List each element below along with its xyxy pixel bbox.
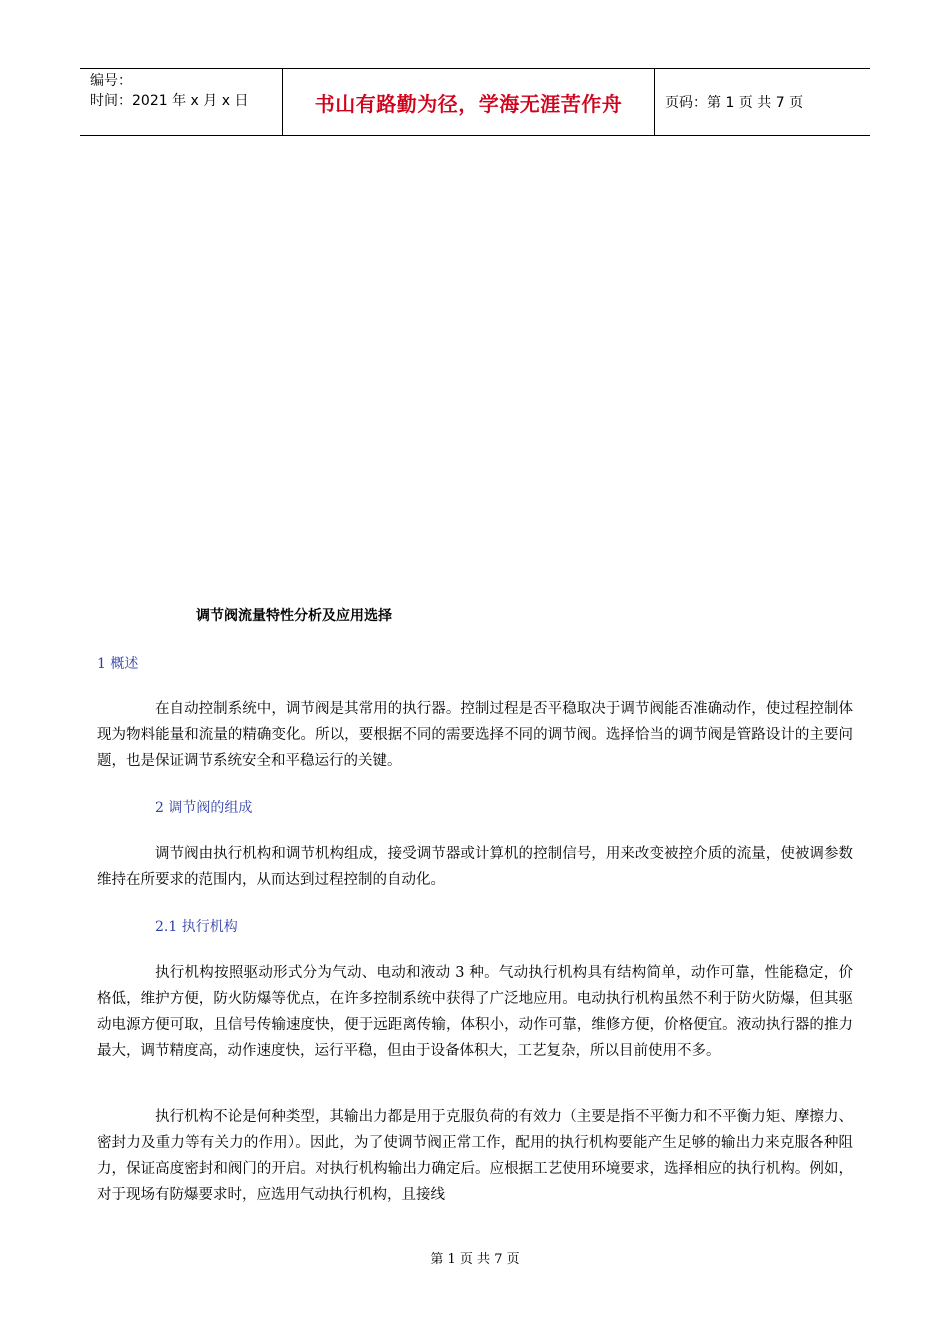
section-heading-actuator: 2.1 执行机构 <box>155 919 238 935</box>
header-motto-cell <box>282 69 655 135</box>
document-number-label: 编号： <box>90 73 132 89</box>
section-heading-composition: 2 调节阀的组成 <box>155 800 253 816</box>
paragraph-composition: 调节阀由执行机构和调节机构组成，接受调节器或计算机的控制信号，用来改变被控介质的流量，使被调参数维持在所要求的范围内，从而达到过程控制的自动化。 <box>97 846 853 888</box>
paragraph-actuator-types: 执行机构按照驱动形式分为气动、电动和液动 3 种。气动执行机构具有结构简单，动作可靠，性能稳定，价格低，维护方便，防火防爆等优点，在许多控制系统中获得了广泛地应用。电动执行机构虽然不利于防火防爆，但其驱动电源方便可取，且信号传输速度快，便于远距离传输，体积小，动作可靠，维修方便，价格便宜。液动执行器的推力最大，调节精度高，动作速度快，运行平稳，但由于设备体积大，工艺复杂，所以目前使用不多。 <box>97 965 853 1059</box>
paragraph-overview: 在自动控制系统中，调节阀是其常用的执行器。控制过程是否平稳取决于调节阀能否准确动作，使过程控制体现为物料能量和流量的精确变化。所以，要根据不同的需要选择不同的调节阀。选择恰当的调节阀是管路设计的主要问题，也是保证调节系统安全和平稳运行的关键。 <box>97 701 853 769</box>
document-header <box>80 68 870 136</box>
header-page-cell <box>655 69 870 135</box>
header-info-cell <box>80 69 282 135</box>
document-title: 调节阀流量特性分析及应用选择 <box>196 608 392 624</box>
document-date-label: 时间：2021 年 x 月 x 日 <box>90 93 249 109</box>
footer-page-number: 第 1 页 共 7 页 <box>430 1252 520 1267</box>
paragraph-actuator-force: 执行机构不论是何种类型，其输出力都是用于克服负荷的有效力（主要是指不平衡力和不平衡力矩、摩擦力、密封力及重力等有关力的作用）。因此，为了使调节阀正常工作，配用的执行机构要能产生足够的输出力来克服各种阻力，保证高度密封和阀门的开启。对执行机构输出力确定后。应根据工艺使用环境要求，选择相应的执行机构。例如，对于现场有防爆要求时，应选用气动执行机构，且接线 <box>97 1109 853 1203</box>
header-page-label: 页码：第 1 页 共 7 页 <box>665 95 804 111</box>
section-heading-overview: 1 概述 <box>97 656 139 672</box>
header-motto: 书山有路勤为径，学海无涯苦作舟 <box>314 91 623 116</box>
